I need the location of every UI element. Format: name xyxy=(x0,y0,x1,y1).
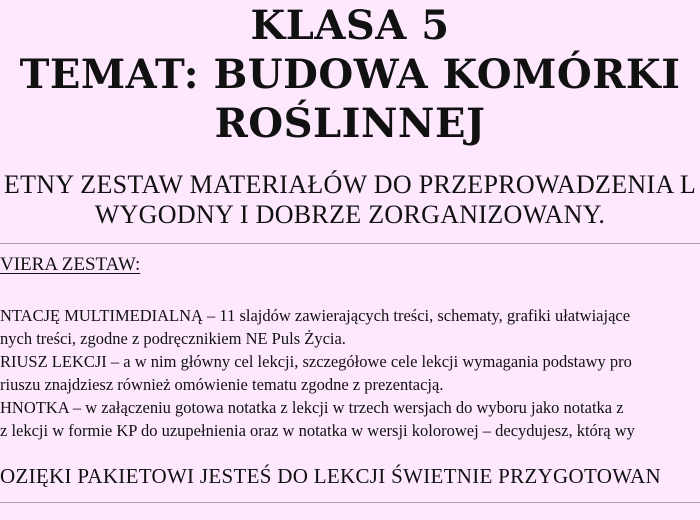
subtitle-line-1: ETNY ZESTAW MATERIAŁÓW DO PRZEPROWADZENIA L xyxy=(3,170,697,199)
title-line-3: ROŚLINNEJ xyxy=(214,100,486,147)
subtitle-line-2: WYGODNY I DOBRZE ZORGANIZOWANY. xyxy=(94,200,606,229)
closing-statement: OZIĘKI PAKIETOWI JESTEŚ DO LEKCJI ŚWIETNIE PRZYGOTOWAN xyxy=(0,464,661,488)
body-line: HNOTKA – w załączeniu gotowa notatka z lekcji w trzech wersjach do wyboru jako notatka z xyxy=(0,398,624,417)
divider-bottom xyxy=(0,502,700,503)
body-line: z lekcji w formie KP do uzupełnienia oraz w notatka w wersji kolorowej – decydujesz, którą wy xyxy=(0,421,635,440)
divider-top xyxy=(0,243,700,244)
body-line: RIUSZ LEKCJI – a w nim główny cel lekcji, szczegółowe cele lekcji wymagania podstawy pro xyxy=(0,352,632,371)
title-line-2: TEMAT: BUDOWA KOMÓRKI xyxy=(19,51,681,98)
body-line: NTACJĘ MULTIMEDIALNĄ – 11 slajdów zawierających treści, schematy, grafiki ułatwiające xyxy=(0,306,631,325)
body-line: nych treści, zgodne z podręcznikiem NE Puls Życia. xyxy=(0,329,346,348)
body-line: riuszu znajdziesz również omówienie tematu zgodne z prezentacją. xyxy=(0,375,444,394)
contents-heading: VIERA ZESTAW: xyxy=(0,254,141,275)
title-line-1: KLASA 5 xyxy=(250,2,450,49)
